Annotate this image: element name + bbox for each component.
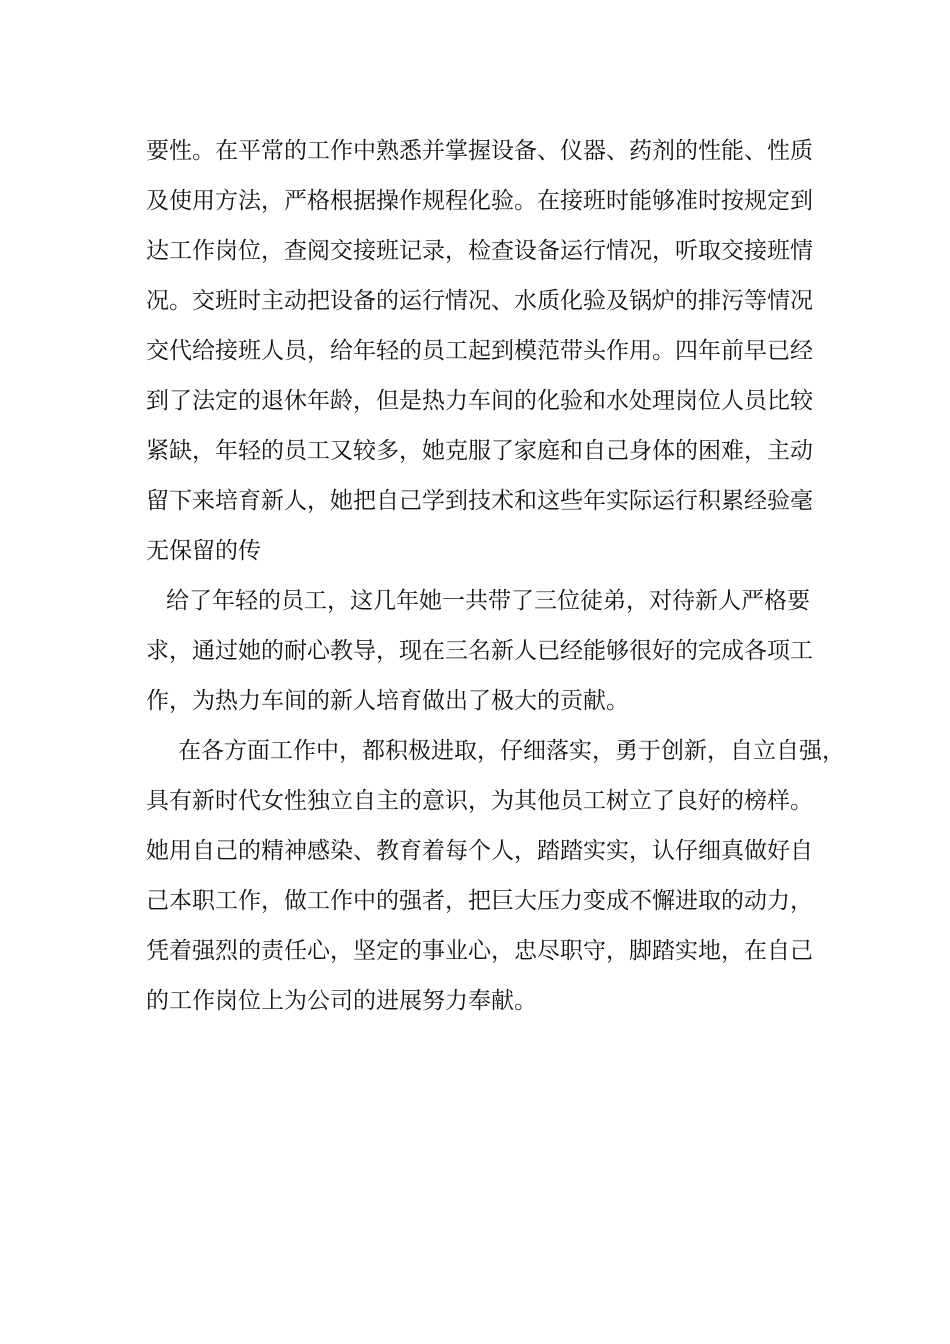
- paragraph-1-line-8: 留下来培育新人，她把自己学到技术和这些年实际运行积累经验毫: [146, 488, 813, 514]
- paragraph-1-line-6: 到了法定的退休年龄，但是热力车间的化验和水处理岗位人员比较: [146, 388, 813, 414]
- paragraph-3-line-3: 她用自己的精神感染、教育着每个人，踏踏实实，认仔细真做好自: [146, 838, 813, 864]
- paragraph-3-line-4: 己本职工作，做工作中的强者，把巨大压力变成不懈进取的动力，: [146, 888, 813, 914]
- paragraph-2-line-2: 求，通过她的耐心教导，现在三名新人已经能够很好的完成各项工: [146, 638, 813, 664]
- paragraph-3-line-1: 在各方面工作中，都积极进取，仔细落实，勇于创新，自立自强，: [178, 738, 845, 764]
- paragraph-2-line-3: 作，为热力车间的新人培育做出了极大的贡献。: [146, 688, 629, 714]
- paragraph-1-line-7: 紧缺，年轻的员工又较多，她克服了家庭和自己身体的困难，主动: [146, 438, 813, 464]
- paragraph-1-line-3: 达工作岗位，查阅交接班记录，检查设备运行情况，听取交接班情: [146, 238, 813, 264]
- paragraph-1-line-2: 及使用方法，严格根据操作规程化验。在接班时能够准时按规定到: [146, 188, 813, 214]
- paragraph-3-line-5: 凭着强烈的责任心，坚定的事业心，忠尽职守，脚踏实地，在自己: [146, 938, 813, 964]
- paragraph-1-line-4: 况。交班时主动把设备的运行情况、水质化验及锅炉的排污等情况: [146, 288, 813, 314]
- paragraph-1-line-1: 要性。在平常的工作中熟悉并掌握设备、仪器、药剂的性能、性质: [146, 138, 813, 164]
- paragraph-3-line-2: 具有新时代女性独立自主的意识，为其他员工树立了良好的榜样。: [146, 788, 813, 814]
- paragraph-1-line-5: 交代给接班人员，给年轻的员工起到模范带头作用。四年前早已经: [146, 338, 813, 364]
- paragraph-1-line-9: 无保留的传: [146, 538, 261, 564]
- paragraph-3-line-6: 的工作岗位上为公司的进展努力奉献。: [146, 988, 537, 1014]
- paragraph-2-line-1: 给了年轻的员工，这几年她一共带了三位徒弟，对待新人严格要: [166, 588, 810, 614]
